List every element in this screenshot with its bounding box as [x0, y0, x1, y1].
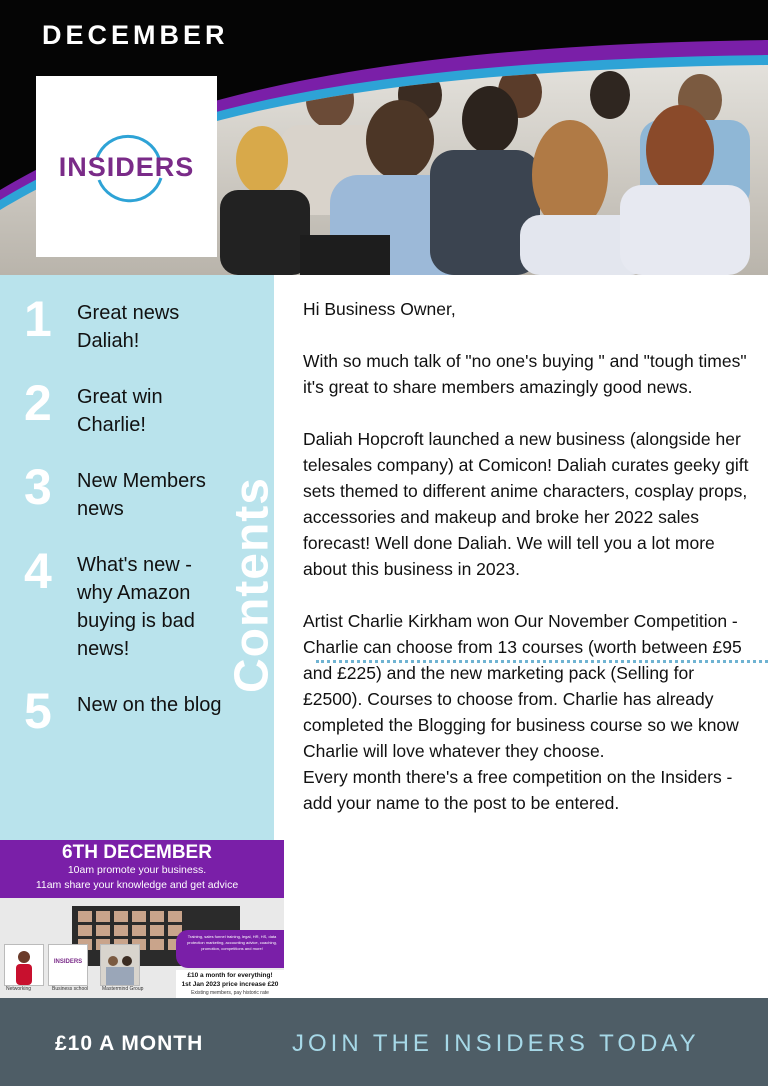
price-line-2: 1st Jan 2023 price increase £20: [181, 981, 279, 988]
business-school-thumb: [48, 944, 88, 986]
toc-number: 2: [24, 375, 52, 431]
price-sub: Existing members, pay historic rate: [191, 990, 269, 996]
toc-number: 5: [24, 683, 52, 739]
toc-label: New on the blog: [77, 694, 222, 716]
toc-label: What's new - why Amazon buying is bad news!: [77, 554, 195, 660]
contents-heading: Contents: [225, 477, 279, 693]
person-icon: [5, 945, 43, 985]
article-body: [303, 296, 758, 816]
promo-header: [0, 840, 284, 898]
greeting: Hi Business Owner,: [303, 299, 456, 319]
footer-bar: [0, 998, 768, 1086]
logo-text: INSIDERS: [58, 152, 195, 182]
benefits-text: Training, sales funnel training, legal, HR, HS, data protection marketing, accounting advice, coaching, promotion, competitions and more!: [187, 934, 277, 951]
promo-date: 6TH DECEMBER: [62, 842, 212, 863]
header-banner: [0, 0, 768, 275]
charlie-text: won Our November Competition - Charlie can choose from 13 courses (worth between £95 and £225) and the new marketing pack (Selling for £2500). Courses to choose from. Charlie has already completed the Blogging for business course so we know Charlie will love whatever they choose.: [303, 611, 742, 761]
group-icon: [101, 945, 139, 985]
toc-label: Great win Charlie!: [77, 386, 163, 436]
section-divider: [316, 660, 768, 663]
charlie-name: Artist Charlie Kirkham: [303, 611, 473, 631]
issue-month: DECEMBER: [42, 20, 229, 50]
toc-number: 3: [24, 459, 52, 515]
thumb-logo: INSIDERS: [53, 959, 83, 965]
toc-number: 1: [24, 291, 52, 347]
competition-paragraph: Every month there's a free competition on the Insiders - add your name to the post to be entered.: [303, 767, 733, 813]
monthly-price: £10 A MONTH: [55, 1032, 204, 1055]
toc-number: 4: [24, 543, 52, 599]
benefits-badge: [176, 930, 284, 968]
networking-thumb: [4, 944, 44, 986]
price-line-1: £10 a month for everything!: [187, 972, 273, 979]
daliah-name: Daliah Hopcroft: [303, 429, 424, 449]
promo-line-2: 11am share your knowledge and get advice: [35, 879, 239, 891]
thumb-caption: Business school: [52, 986, 89, 992]
thumb-caption: Networking: [6, 986, 32, 992]
event-promo[interactable]: [0, 840, 284, 998]
toc-label: New Members news: [77, 470, 206, 520]
promo-line-1: 10am promote your business.: [67, 864, 207, 876]
intro-paragraph: With so much talk of "no one's buying " and "tough times" it's great to share members amazingly good news.: [303, 351, 747, 397]
thumb-caption: Mastermind Group: [102, 986, 144, 992]
join-cta-link[interactable]: JOIN THE INSIDERS TODAY: [292, 1030, 700, 1057]
charlie-paragraph: [303, 608, 758, 764]
daliah-text: launched a new business (alongside her telesales company) at Comicon! Daliah curates geeky gift sets themed to different anime characters, cosplay props, accessories and makeup and broke her 2022 sales forecast! Well done Daliah. We will tell you a lot more about this business in 2023.: [303, 429, 749, 579]
mastermind-thumb: [100, 944, 140, 986]
promo-image: [0, 898, 284, 998]
price-note: [176, 970, 284, 998]
daliah-paragraph: [303, 426, 758, 582]
toc-label: Great news Daliah!: [77, 302, 180, 352]
insiders-logo: [36, 76, 217, 257]
